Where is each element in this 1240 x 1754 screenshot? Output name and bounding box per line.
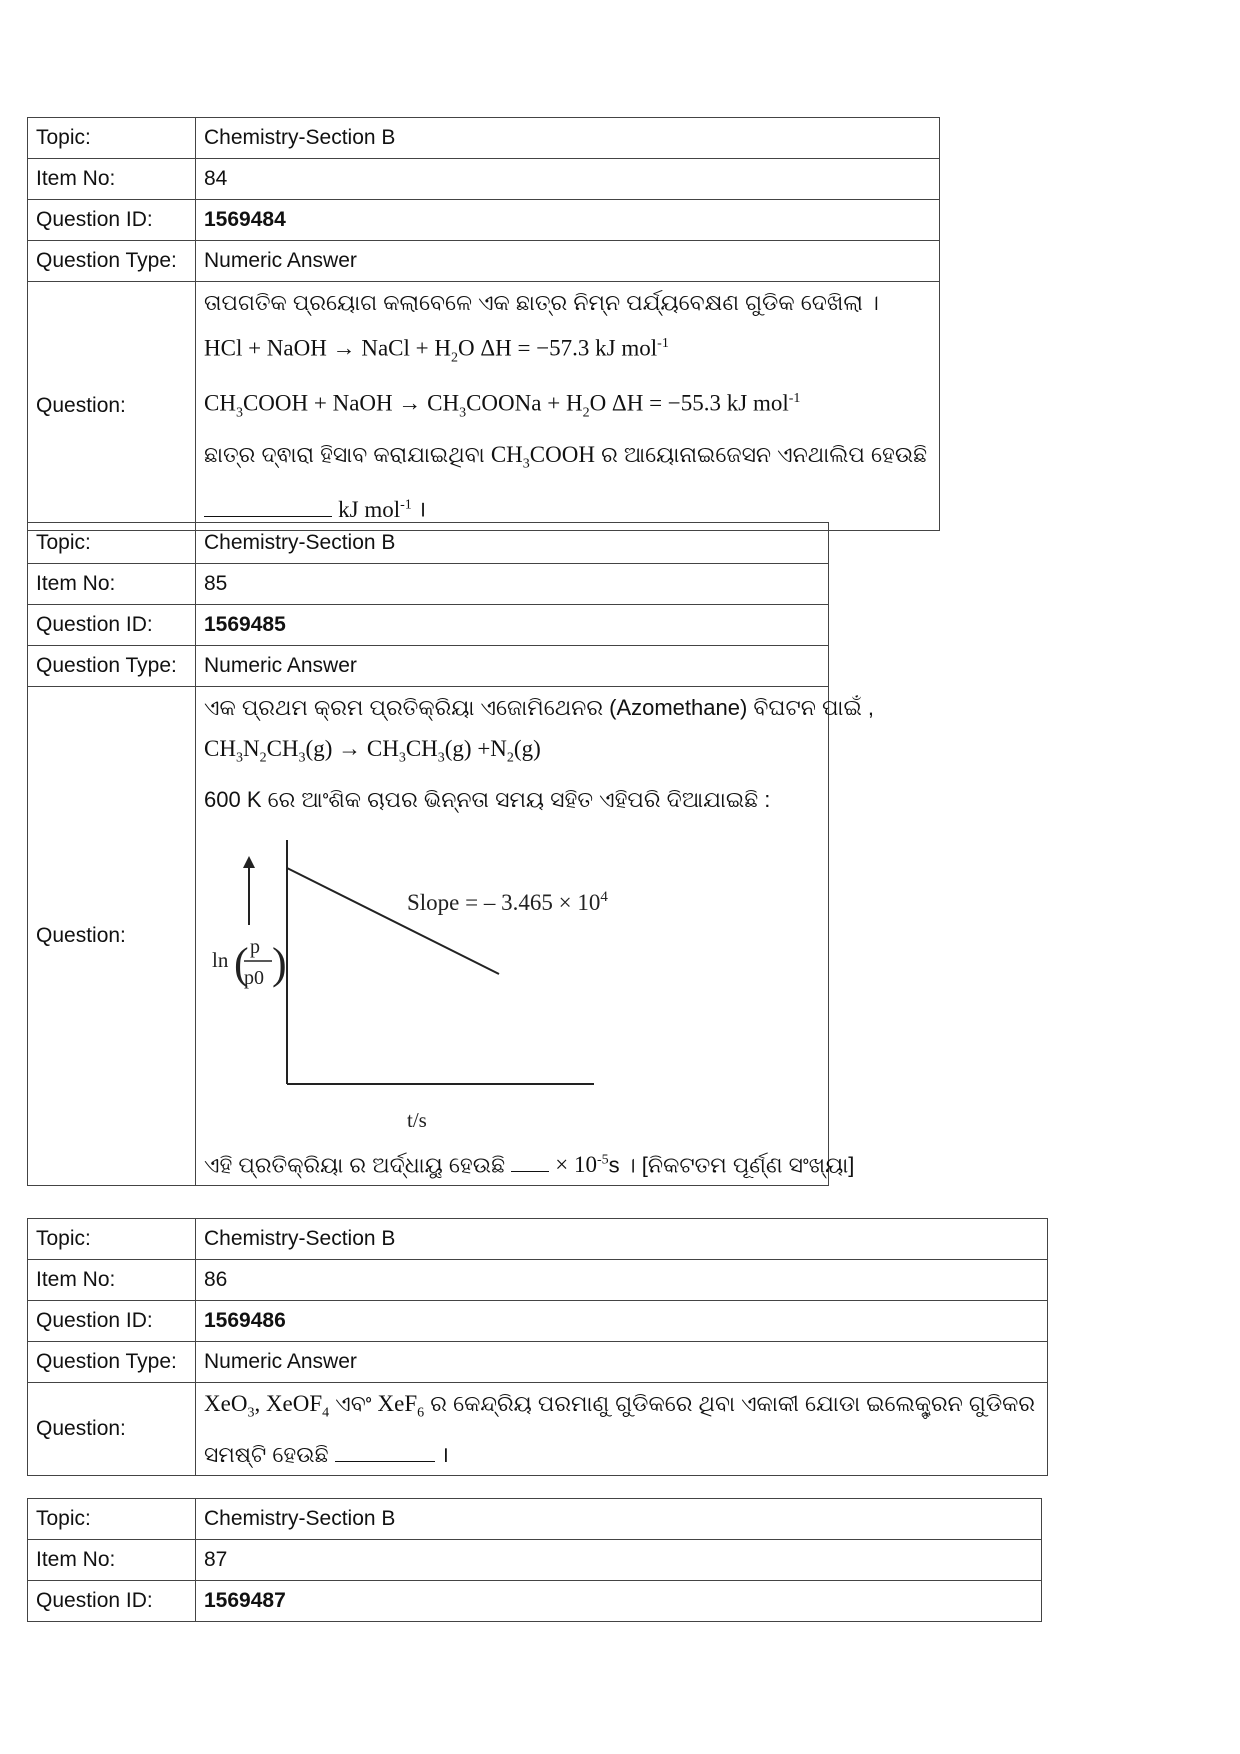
question-table-86 <box>27 1218 1048 1476</box>
question-table-84 <box>27 117 940 531</box>
item-no-label: Item No: <box>28 159 196 200</box>
question-line: ଏକ ପ୍ରଥମ କ୍ରମ ପ୍ରତିକ୍ରିୟା ଏଜୋମିଥେନର (Azomethane) ବିଘଟନ ପାଇଁ , <box>204 695 874 720</box>
y-label-denominator: p0 <box>244 966 264 989</box>
question-id-value: 1569487 <box>196 1581 1042 1622</box>
question-type-value: Numeric Answer <box>196 241 940 282</box>
question-body <box>196 687 874 1186</box>
item-no-label: Item No: <box>28 1260 196 1301</box>
topic-label: Topic: <box>28 523 196 564</box>
question-label: Question: <box>28 282 196 531</box>
topic-value: Chemistry-Section B <box>196 1219 1048 1260</box>
question-type-label: Question Type: <box>28 241 196 282</box>
item-no-value: 86 <box>196 1260 1048 1301</box>
question-type-value: Numeric Answer <box>196 646 829 687</box>
question-id-label: Question ID: <box>28 1301 196 1342</box>
item-no-value: 85 <box>196 564 829 605</box>
slope-label: Slope = – $3.465 \times 10^4$ <box>407 888 608 915</box>
equation-azomethane: $CH_3N_2CH_3(g) \to CH_3CH_3(g) +N_2(g)$ <box>204 736 541 766</box>
question-label: Question: <box>28 1383 196 1476</box>
item-no-value: 87 <box>196 1540 1042 1581</box>
question-id-value: 1569486 <box>196 1301 1048 1342</box>
question-id-label: Question ID: <box>28 200 196 241</box>
question-line: ଛାତ୍ର ଦ୍ଵାରା ହିସାବ କରାଯାଇଥିବା $CH_3COOH$ ର ଆୟୋନାଇଜେସନ ଏନଥାଲିପ ହେଉଛି <box>204 441 928 472</box>
ln-p-vs-time-graph <box>204 830 608 1138</box>
topic-label: Topic: <box>28 1499 196 1540</box>
question-type-label: Question Type: <box>28 1342 196 1383</box>
x-label: t/s <box>407 1107 427 1132</box>
equation-acetic: $CH_3COOH$ + NaOH → $CH_3COONa + H_2O$ ΔH = −55.3 kJ mol$^{-1}$ <box>204 390 801 421</box>
item-no-label: Item No: <box>28 1540 196 1581</box>
slope-line <box>287 868 499 974</box>
question-line: ତାପଗତିକ ପ୍ରୟୋଗ କଲାବେଳେ ଏକ ଛାତ୍ର ନିମ୍ନ ପର୍ଯ୍ୟବେକ୍ଷଣ ଗୁଡିକ ଦେଖିଲା । <box>204 290 879 315</box>
question-line: XeO$_3$, XeOF$_4$ ଏବଂ XeF$_6$ ର କେନ୍ଦ୍ରିୟ ପରମାଣୁ ଗୁଡିକରେ ଥିବା ଏକାକୀ ଯୋଡା ଇଲେକ୍ଟ୍ରନ ଗୁଡିକର <box>204 1391 1036 1421</box>
topic-label: Topic: <box>28 1219 196 1260</box>
question-id-label: Question ID: <box>28 605 196 646</box>
left-paren: ( <box>234 938 249 988</box>
question-id-value: 1569484 <box>196 200 940 241</box>
item-no-value: 84 <box>196 159 940 200</box>
question-table-87 <box>27 1498 1042 1622</box>
right-paren: ) <box>272 938 287 988</box>
arrow-head-icon <box>243 856 255 868</box>
question-body <box>196 1383 1048 1476</box>
answer-line: kJ mol$^{-1}$ । <box>204 484 931 530</box>
answer-blank <box>511 1149 549 1172</box>
answer-line: ସମଷ୍ଟି ହେଉଛି । <box>204 1434 1039 1475</box>
item-no-label: Item No: <box>28 564 196 605</box>
topic-value: Chemistry-Section B <box>196 118 940 159</box>
equation-hcl: HCl + NaOH → NaCl + $H_2O$ ΔH = −57.3 kJ mol$^{-1}$ <box>204 335 669 366</box>
answer-blank <box>335 1439 435 1462</box>
y-label-numerator: p <box>250 935 260 958</box>
question-id-label: Question ID: <box>28 1581 196 1622</box>
question-body <box>196 282 940 531</box>
y-label-ln: ln <box>212 947 229 972</box>
question-id-value: 1569485 <box>196 605 829 646</box>
question-line: 600 K ରେ ଆଂଶିକ ଚାପର ଭିନ୍ନତା ସମୟ ସହିତ ଏହିପରି ଦିଆଯାଇଛି : <box>204 786 771 812</box>
question-type-value: Numeric Answer <box>196 1342 1048 1383</box>
question-table-85 <box>27 522 874 1186</box>
topic-label: Topic: <box>28 118 196 159</box>
question-type-label: Question Type: <box>28 646 196 687</box>
topic-value: Chemistry-Section B <box>196 1499 1042 1540</box>
topic-value: Chemistry-Section B <box>196 523 829 564</box>
answer-blank <box>204 494 332 517</box>
question-label: Question: <box>28 687 196 1186</box>
answer-line: ଏହି ପ୍ରତିକ୍ରିୟା ର ଅର୍ଦ୍ଧାୟୁ ହେଉଛି × $10^{-5}s$ । [ନିକଟତମ ପୂର୍ଣ୍ଣ ସଂଖ୍ୟା] <box>204 1140 820 1186</box>
